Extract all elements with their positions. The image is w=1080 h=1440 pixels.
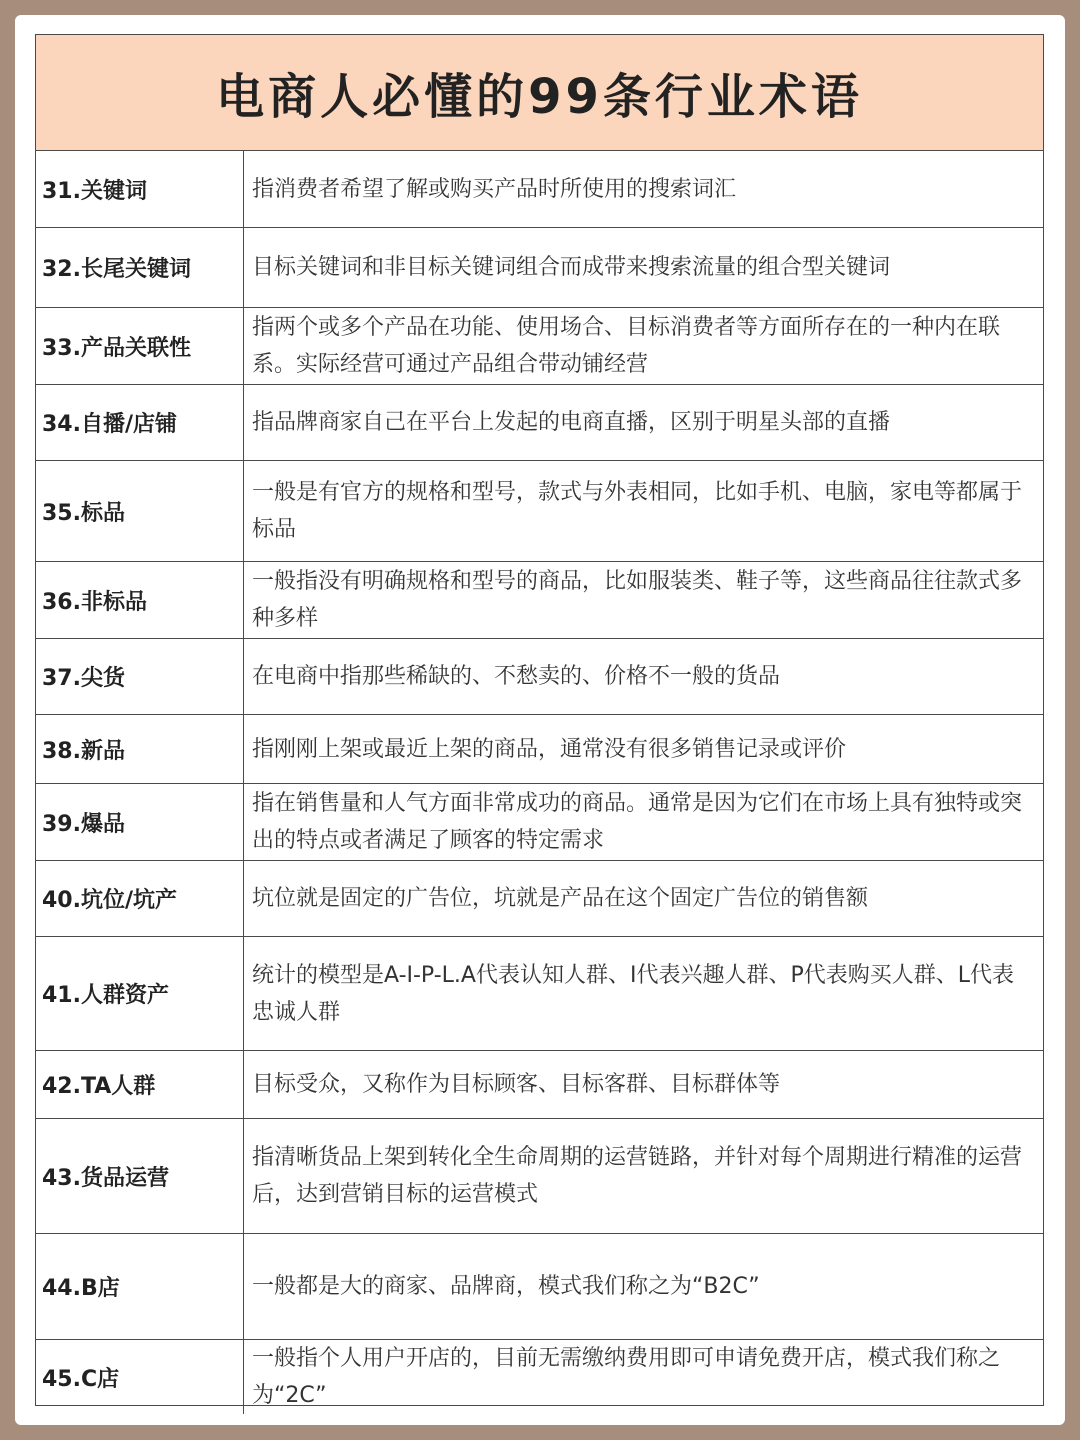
table-row bbox=[36, 861, 1043, 937]
page-title: 电商人必懂的99条行业术语 bbox=[216, 69, 863, 125]
table-row bbox=[36, 784, 1043, 861]
term-cell: 32.长尾关键词 bbox=[36, 228, 244, 307]
definition-cell: 指品牌商家自己在平台上发起的电商直播，区别于明星头部的直播 bbox=[252, 410, 891, 435]
term-cell: 40.坑位/坑产 bbox=[36, 861, 244, 936]
definition-cell: 一般指没有明确规格和型号的商品，比如服装类、鞋子等，这些商品往往款式多种多样 bbox=[252, 569, 1023, 631]
term-cell: 35.标品 bbox=[36, 461, 244, 561]
term-cell: 44.B店 bbox=[36, 1234, 244, 1339]
definition-cell: 一般指个人用户开店的，目前无需缴纳费用即可申请免费开店，模式我们称之为“2C” bbox=[252, 1346, 1001, 1408]
table-row bbox=[36, 639, 1043, 715]
term-cell: 38.新品 bbox=[36, 715, 244, 783]
table-row bbox=[36, 1119, 1043, 1234]
term-cell: 36.非标品 bbox=[36, 562, 244, 638]
term-cell: 45.C店 bbox=[36, 1340, 244, 1414]
definition-cell: 坑位就是固定的广告位，坑就是产品在这个固定广告位的销售额 bbox=[252, 886, 869, 911]
page-card bbox=[15, 15, 1065, 1425]
table-row bbox=[36, 937, 1043, 1051]
table-row bbox=[36, 715, 1043, 784]
term-cell: 37.尖货 bbox=[36, 639, 244, 714]
definition-cell: 一般是有官方的规格和型号，款式与外表相同，比如手机、电脑，家电等都属于标品 bbox=[252, 480, 1023, 542]
table-row bbox=[36, 1340, 1043, 1414]
table-row bbox=[36, 228, 1043, 308]
definition-cell: 指刚刚上架或最近上架的商品，通常没有很多销售记录或评价 bbox=[252, 736, 847, 762]
definition-cell: 统计的模型是A-I-P-L.A代表认知人群、I代表兴趣人群、P代表购买人群、L代表忠诚人群 bbox=[252, 962, 1014, 1025]
term-cell: 31.关键词 bbox=[36, 151, 244, 227]
table-row bbox=[36, 308, 1043, 385]
table-row bbox=[36, 461, 1043, 562]
definition-cell: 目标关键词和非目标关键词组合而成带来搜索流量的组合型关键词 bbox=[252, 255, 891, 280]
table-row bbox=[36, 562, 1043, 639]
glossary-table bbox=[35, 34, 1044, 1406]
term-cell: 39.爆品 bbox=[36, 784, 244, 860]
definition-cell: 目标受众，又称作为目标顾客、目标客群、目标群体等 bbox=[252, 1072, 781, 1097]
term-cell: 42.TA人群 bbox=[36, 1051, 244, 1118]
definition-cell: 指清晰货品上架到转化全生命周期的运营链路，并针对每个周期进行精准的运营后，达到营销目标的运营模式 bbox=[252, 1145, 1023, 1207]
title-bar bbox=[36, 35, 1043, 151]
definition-cell: 指两个或多个产品在功能、使用场合、目标消费者等方面所存在的一种内在联系。实际经营可通过产品组合带动铺经营 bbox=[252, 315, 1001, 377]
term-cell: 33.产品关联性 bbox=[36, 308, 244, 384]
definition-cell: 指在销售量和人气方面非常成功的商品。通常是因为它们在市场上具有独特或突出的特点或者满足了顾客的特定需求 bbox=[252, 791, 1023, 853]
table-row bbox=[36, 151, 1043, 228]
table-row bbox=[36, 1234, 1043, 1340]
definition-cell: 在电商中指那些稀缺的、不愁卖的、价格不一般的货品 bbox=[252, 664, 781, 689]
term-cell: 34.自播/店铺 bbox=[36, 385, 244, 460]
definition-cell: 一般都是大的商家、品牌商，模式我们称之为“B2C” bbox=[252, 1274, 760, 1299]
table-row bbox=[36, 1051, 1043, 1119]
table-row bbox=[36, 385, 1043, 461]
term-cell: 43.货品运营 bbox=[36, 1119, 244, 1233]
term-cell: 41.人群资产 bbox=[36, 937, 244, 1050]
glossary-rows bbox=[36, 151, 1043, 1414]
definition-cell: 指消费者希望了解或购买产品时所使用的搜索词汇 bbox=[252, 176, 737, 202]
